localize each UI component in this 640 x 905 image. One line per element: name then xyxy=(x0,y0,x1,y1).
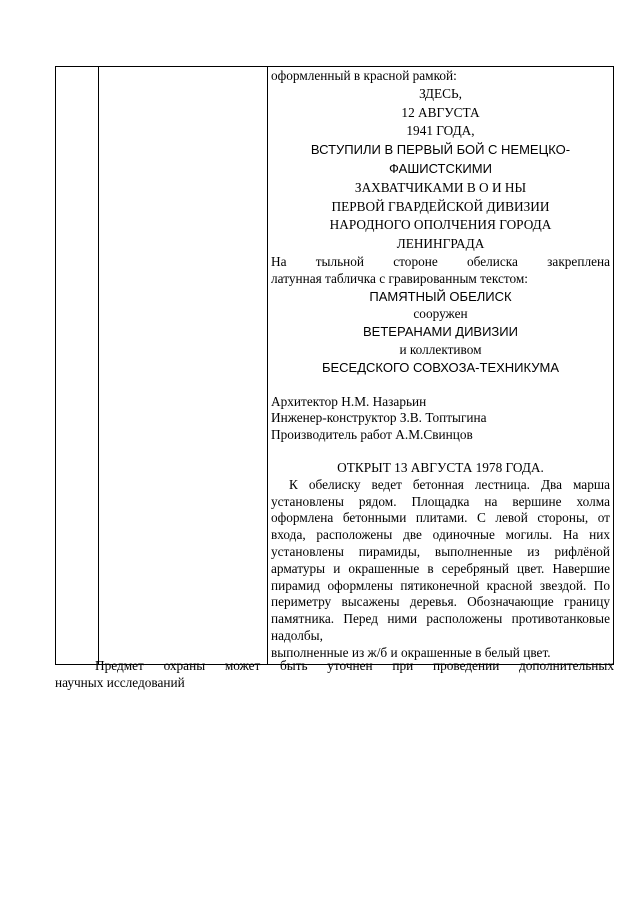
table-row xyxy=(56,67,614,665)
plaque-line: ВЕТЕРАНАМИ ДИВИЗИИ xyxy=(363,324,518,340)
opened-date: ОТКРЫТ 13 АВГУСТА 1978 ГОДА. xyxy=(337,459,544,475)
description-paragraph: К обелиску ведет бетонная лестница. Два марша установлены рядом. Площадка на вершине холма оформлена бетонными плитами. С левой стороны, от входа, расположены две одиночные могилы. На них установлены пирамиды, выполненные из рифлёной арматуры и окрашенные в серебряный цвет. Навершие пирамид оформлены пятиконечной красной звездой. По периметру высажены деревья. Обозначающие границу памятника. Перед ними расположены противотанковые надолбы, xyxy=(271,476,610,643)
table-cell-description xyxy=(268,67,614,665)
inscription-line: ПЕРВОЙ ГВАРДЕЙСКОЙ ДИВИЗИИ xyxy=(331,198,550,214)
plaque-line: ПАМЯТНЫЙ ОБЕЛИСК xyxy=(369,288,512,304)
inscription-line: ЗДЕСЬ, xyxy=(419,85,462,101)
credits xyxy=(271,394,610,444)
front-inscription xyxy=(271,85,610,254)
table-cell-element xyxy=(99,67,268,665)
spacer xyxy=(271,444,610,460)
plaque-text xyxy=(271,288,610,378)
closing-line: Предмет охраны может быть уточнен при проведении дополнительных xyxy=(95,658,614,673)
credit-line: Архитектор Н.М. Назарьин xyxy=(271,393,427,409)
inscription-line: 1941 ГОДА, xyxy=(406,123,475,139)
intro-line: оформленный в красной рамкой: xyxy=(271,68,457,83)
plaque-line: сооружен xyxy=(413,306,468,322)
plaque-line: и коллективом xyxy=(399,341,482,357)
back-plate-line: На тыльной стороне обелиска закреплена xyxy=(271,253,610,269)
inscription-line: ФАШИСТСКИМИ xyxy=(389,160,492,176)
protection-table xyxy=(55,66,614,665)
inscription-line: ЛЕНИНГРАДА xyxy=(396,236,485,252)
inscription-line: НАРОДНОГО ОПОЛЧЕНИЯ ГОРОДА xyxy=(329,217,552,233)
inscription-line: 12 АВГУСТА xyxy=(401,104,480,120)
inscription-line: ЗАХВАТЧИКАМИ В О И НЫ xyxy=(354,179,527,195)
description-last-line: выполненные из ж/б и окрашенные в белый цвет. xyxy=(271,644,551,660)
credit-line: Инженер-конструктор З.В. Топтыгина xyxy=(271,410,487,426)
spacer xyxy=(271,378,610,394)
back-plate-line: латунная табличка с гравированным текстом: xyxy=(271,270,528,286)
closing-line: научных исследований xyxy=(55,675,185,690)
plaque-line: БЕСЕДСКОГО СОВХОЗА-ТЕХНИКУМА xyxy=(321,359,560,375)
inscription-line: ВСТУПИЛИ В ПЕРВЫЙ БОЙ С НЕМЕЦКО- xyxy=(310,142,571,158)
credit-line: Производитель работ А.М.Свинцов xyxy=(271,427,473,443)
table-cell-number xyxy=(56,67,99,665)
closing-paragraph xyxy=(55,657,614,691)
